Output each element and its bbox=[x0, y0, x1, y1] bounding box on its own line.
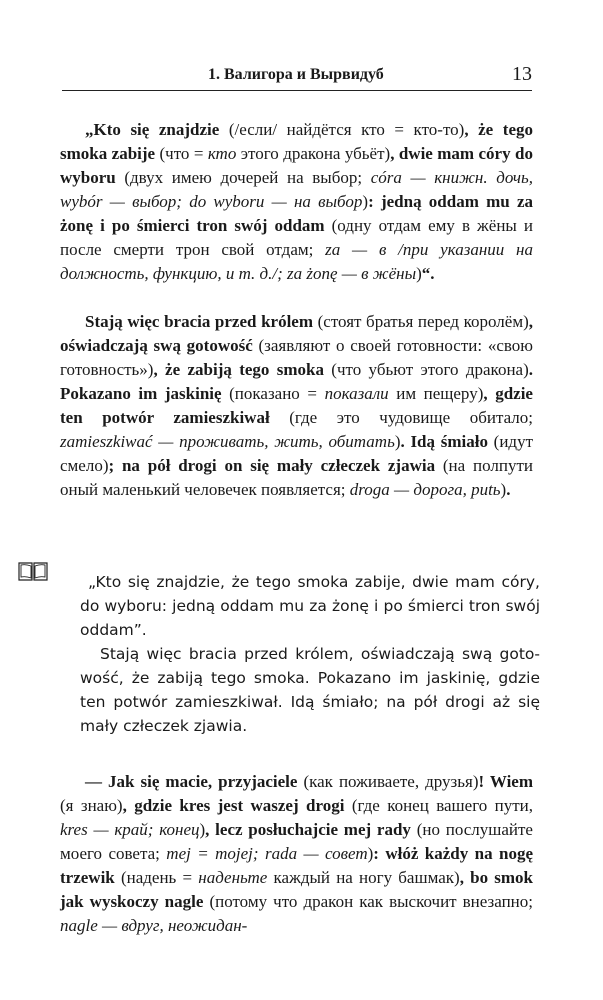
para3-run-5: (где конец вашего пути, bbox=[344, 796, 534, 815]
para2-run-14: . Idą śmiało bbox=[400, 432, 488, 451]
para2-run-8: показали bbox=[324, 384, 389, 403]
para2-run-13: ) bbox=[394, 432, 401, 451]
para3-run-15: каждый на ногу башмак) bbox=[267, 868, 460, 887]
para3-run-14: наденьте bbox=[198, 868, 268, 887]
para1-run-2: , że tego smoka zabije bbox=[60, 120, 533, 163]
para1-run-12: za — в /при указании на должность, функцию, и т. д./; za żonę — в жёны bbox=[60, 240, 533, 283]
para2-run-6: . Pokazano im jaskinię bbox=[60, 360, 533, 403]
para2-run-10: , gdzie ten potwór zamieszkiwał bbox=[60, 384, 533, 427]
para2-run-9: им пещеру) bbox=[388, 384, 484, 403]
para3-run-4: , gdzie kres jest waszej drogi bbox=[122, 796, 345, 815]
page-number: 13 bbox=[512, 63, 532, 85]
para3-run-17: (потому что дракон как выскочит внезапно; bbox=[203, 892, 533, 911]
para2-run-18: droga — дорога, putь bbox=[349, 480, 501, 499]
para3-run-12: : włóż każdy na nogę trzewik bbox=[60, 844, 533, 887]
para2-run-0: Stają więc bracia przed królem bbox=[85, 312, 314, 331]
para2-run-20: . bbox=[506, 480, 511, 499]
para2-run-11: (где это чудовище обитало; bbox=[269, 408, 533, 427]
para1-run-9: ) bbox=[362, 192, 369, 211]
para2-run-19: ) bbox=[500, 480, 507, 499]
para2-run-2: , oświadczają swą gotowość bbox=[60, 312, 533, 355]
para3-run-8: , lecz posłuchajcie mej rady bbox=[205, 820, 411, 839]
para2-run-17: (на полпути оный маленький человечек появляется; bbox=[60, 456, 533, 499]
para2-run-7: (показано = bbox=[221, 384, 325, 403]
para2-run-1: (стоят братья перед королём) bbox=[313, 312, 529, 331]
para3-run-7: ) bbox=[199, 820, 206, 839]
para1-run-11: (одну отдам ему в жёны и после смерти трон свой отдам; bbox=[60, 216, 533, 259]
para1-run-5: этого дракона убьёт) bbox=[236, 144, 391, 163]
para3-run-10: mej = mojej; rada — совет bbox=[166, 844, 368, 863]
para3-run-2: ! Wiem bbox=[478, 772, 533, 791]
para3-run-11: ) bbox=[367, 844, 374, 863]
open-book-icon bbox=[18, 560, 48, 582]
paragraph-2 bbox=[60, 310, 533, 502]
para2-run-5: (что убьют этого дракона) bbox=[323, 360, 529, 379]
para2-run-12: zamieszkiwać — проживать, жить, обитать bbox=[60, 432, 395, 451]
para3-run-16: , bo smok jak wyskoczy nagle bbox=[60, 868, 534, 911]
para3-run-13: (надень = bbox=[114, 868, 199, 887]
para1-run-0: „Kto się znajdzie bbox=[85, 120, 220, 139]
para1-run-7: (двух имею дочерей на выбор; bbox=[115, 168, 371, 187]
para3-run-3: (я знаю) bbox=[60, 796, 123, 815]
para1-run-10: : jedną oddam mu za żonę i po śmierci tron swój oddam bbox=[60, 192, 533, 235]
para3-run-1: (как поживаете, друзья) bbox=[297, 772, 479, 791]
chapter-title: 1. Валигора и Вырвидуб bbox=[208, 66, 384, 83]
running-header bbox=[62, 60, 532, 91]
polish-paragraph-2: Stają więc bracia przed królem, oświadczają swą gotowość, że zabiją tego smoka. Pokazano im jaskinię, gdzie ten potwór zamieszkiwał. Idą śmiało; na pół drogi aż się mały człeczek zjawia. bbox=[80, 645, 540, 735]
para1-run-4: кто bbox=[207, 144, 237, 163]
para2-run-16: ; na pół drogi on się mały człeczek zjawia bbox=[108, 456, 436, 475]
polish-paragraph-1: „Kto się znajdzie, że tego smoka zabije, dwie mam córy, do wyboru: jedną oddam mu za żonę i po śmierci tron swój oddam”. bbox=[80, 573, 540, 639]
para3-run-0: — Jak się macie, przyjaciele bbox=[85, 772, 298, 791]
para1-run-13: ) bbox=[416, 264, 422, 283]
para2-run-15: (идут смело) bbox=[60, 432, 533, 475]
para3-run-18: nagle — вдруг, неожидан- bbox=[60, 916, 248, 935]
para1-run-8: córa — книжн. дочь, wybór — выбор; do wyboru — на выбор bbox=[60, 168, 533, 211]
para1-run-6: , dwie mam córy do wyboru bbox=[60, 144, 533, 187]
para1-run-3: (что = bbox=[155, 144, 208, 163]
para2-run-3: (заявляют о своей готовности: «свою готовность») bbox=[60, 336, 533, 379]
polish-text-block bbox=[80, 570, 540, 738]
para1-run-1: (/если/ найдётся кто = кто-то) bbox=[219, 120, 465, 139]
para3-run-9: (но послушайте моего совета; bbox=[60, 820, 533, 863]
paragraph-3 bbox=[60, 770, 533, 938]
para3-run-6: kres — край; конец bbox=[60, 820, 200, 839]
para2-run-4: , że zabiją tego smoka bbox=[153, 360, 324, 379]
paragraph-1 bbox=[60, 118, 533, 286]
para1-run-14: “. bbox=[421, 264, 435, 283]
